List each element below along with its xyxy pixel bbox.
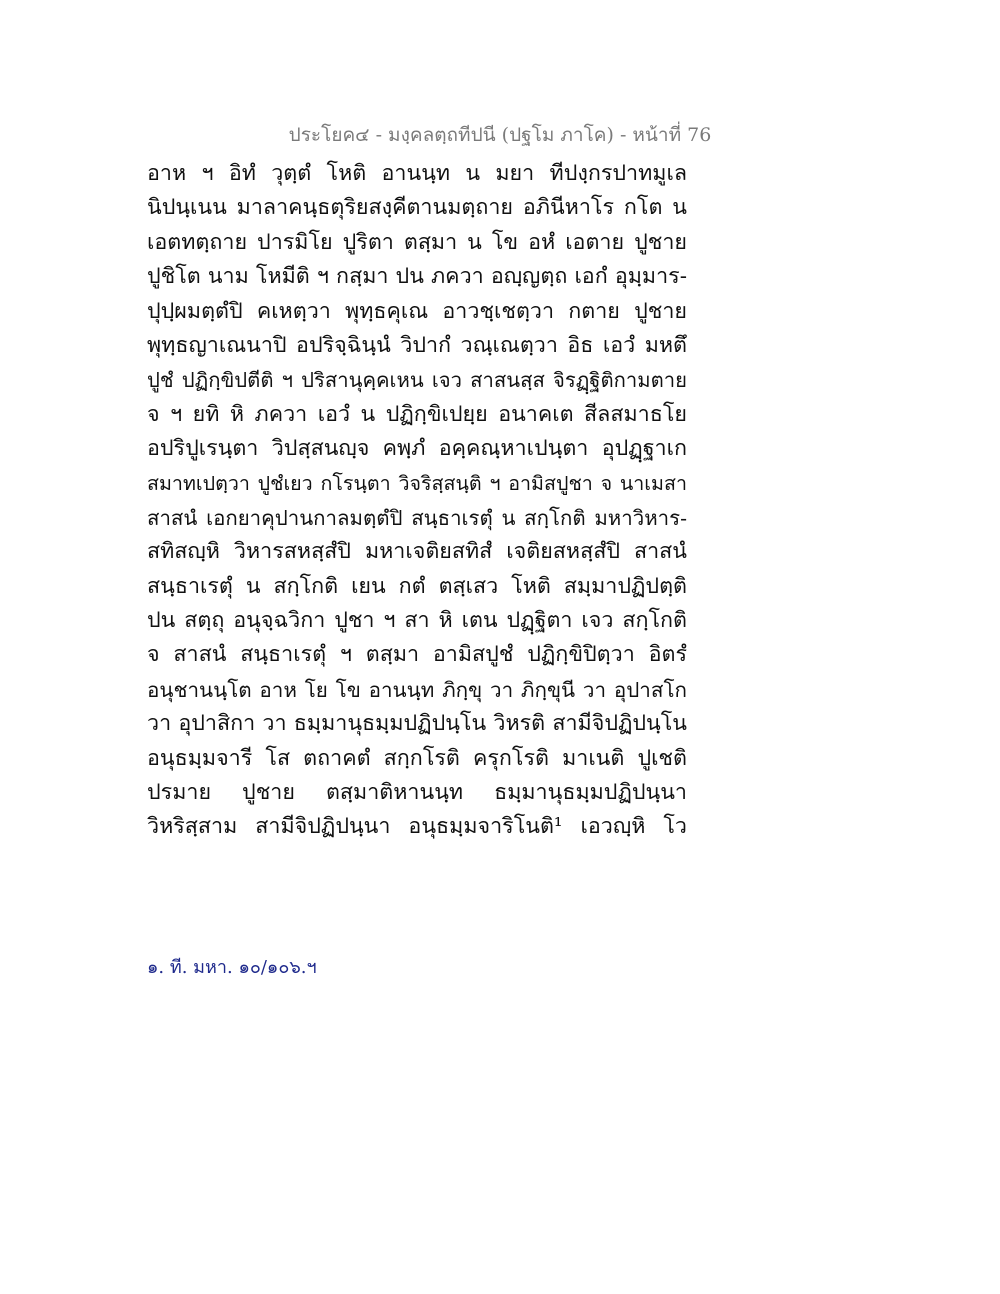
text-line: พุทฺธญาเณนาปิ อปริจฺฉินฺนํ วิปากํ วณฺเณตฺวา อิธ เอวํ มหตึ	[147, 332, 687, 358]
text-line: จ ฯ ยทิ หิ ภควา เอวํ น ปฏิกฺขิเปยฺย อนาคเต สีลสมาธโย	[147, 401, 687, 427]
text-line: สาสนํ เอกยาคุปานกาลมตฺตํปิ สนฺธาเรตุํ น สกฺโกติ มหาวิหาร-	[147, 505, 687, 530]
text-line: ปูชิโต นาม โหมีติ ฯ กสฺมา ปน ภควา อญฺญตฺถ เอกํ อุมฺมาร-	[147, 264, 687, 290]
text-line: ปน สตฺถุ อนุจฺฉวิกา ปูชา ฯ สา หิ เตน ปฏฺฐิตา เจว สกฺโกติ	[147, 608, 687, 634]
running-head	[0, 122, 1000, 148]
running-head-text: ประโยค๔ - มงฺคลตฺถทีปนี (ปฐโม ภาโค) - หน้าที่ 76	[288, 124, 712, 146]
text-line: ปุปฺผมตฺตํปิ คเหตฺวา พุทฺธคุเณ อาวชฺเชตฺวา กตาย ปูชาย	[147, 298, 687, 324]
text-line: สทิสญฺหิ วิหารสหสฺสํปิ มหาเจติยสทิสํ เจติยสหสฺสํปิ สาสนํ	[147, 539, 687, 565]
text-line: อปริปูเรนฺตา วิปสฺสนญฺจ คพฺภํ อคฺคณฺหาเปนฺตา อุปฏฺฐาเก	[147, 436, 687, 462]
text-line: สมาทเปตฺวา ปูชํเยว กโรนฺตา วิจริสฺสนฺติ ฯ อามิสปูชา จ นาเมสา	[147, 471, 687, 495]
text-line: ปรมาย ปูชาย ตสฺมาติหานนฺท ธมฺมานุธมฺมปฏิปนฺนา	[147, 780, 687, 806]
text-line: วิหริสฺสาม สามีจิปฏิปนฺนา อนุธมฺมจาริโนติ¹ เอวญฺหิ โว	[147, 814, 687, 840]
text-line: ปูชํ ปฏิกฺขิปตีติ ฯ ปริสานุคฺคเหน เจว สาสนสฺส จิรฏฺฐิติกามตาย	[147, 368, 687, 393]
text-line: เอตทตฺถาย ปารมิโย ปูริตา ตสฺมา น โข อหํ เอตาย ปูชาย	[147, 229, 687, 255]
body-text	[147, 157, 687, 845]
text-line: อนุธมฺมจารี โส ตถาคตํ สกฺกโรติ ครุกโรติ มาเนติ ปูเชติ	[147, 745, 687, 771]
text-line: อาห ฯ อิทํ วุตฺตํ โหติ อานนฺท น มยา ทีปงฺกรปาทมูเล	[147, 161, 687, 186]
footnote: ๑. ที. มหา. ๑๐/๑๐๖.ฯ	[147, 957, 317, 978]
text-line: อนุชานนฺโต อาห โย โข อานนฺท ภิกฺขุ วา ภิกฺขุนี วา อุปาสโก	[147, 677, 687, 702]
text-line: สนฺธาเรตุํ น สกฺโกติ เยน กตํ ตสฺเสว โหติ สมฺมาปฏิปตฺติ	[147, 573, 687, 599]
text-line: นิปนฺเนน มาลาคนฺธตุริยสงฺคีตานมตฺถาย อภินีหาโร กโต น	[147, 195, 687, 221]
text-line: วา อุปาสิกา วา ธมฺมานุธมฺมปฏิปนฺโน วิหรติ สามีจิปฏิปนฺโน	[147, 711, 687, 737]
text-line: จ สาสนํ สนฺธาเรตุํ ฯ ตสฺมา อามิสปูชํ ปฏิกฺขิปิตฺวา อิตรํ	[147, 642, 687, 668]
